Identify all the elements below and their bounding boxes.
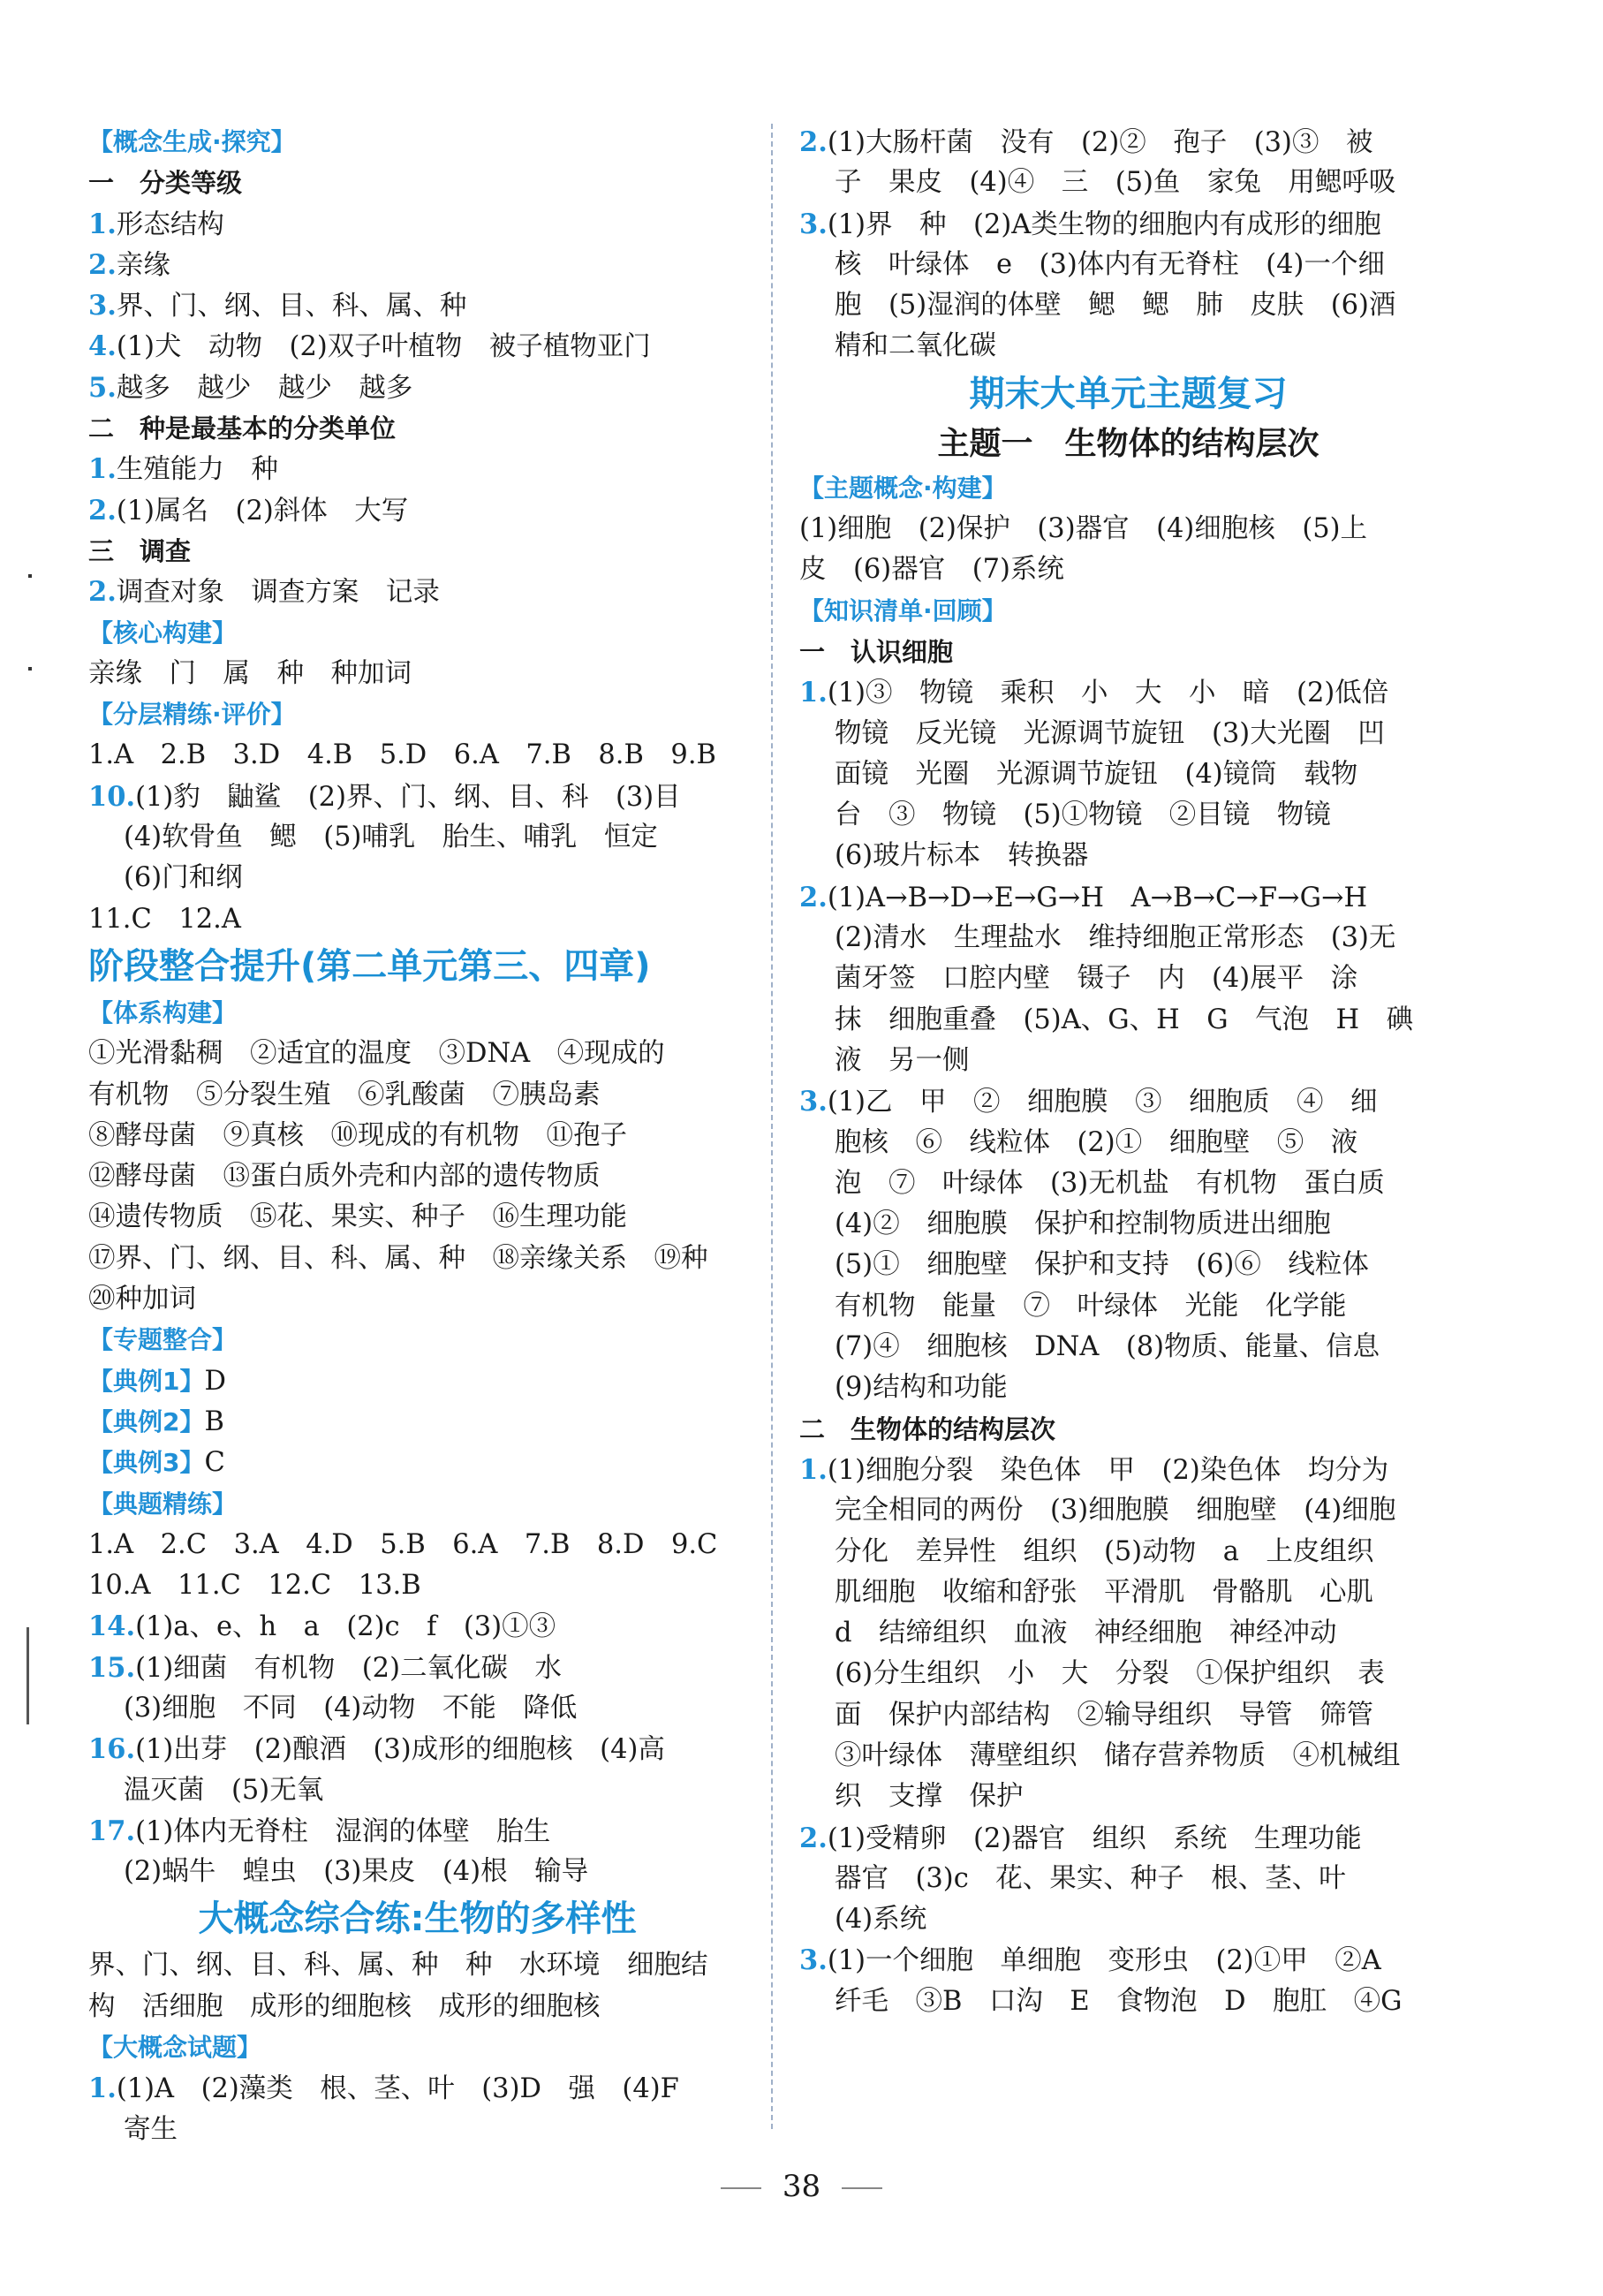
answer-text: 亲缘 xyxy=(116,249,170,281)
answer-text: (7)④ 细胞核 DNA (8)物质、能量、信息 xyxy=(835,1331,1380,1363)
answer-text: (1)体内无脊柱 湿润的体壁 胎生 xyxy=(135,1815,551,1847)
answer-text: B xyxy=(204,1406,224,1437)
answer-text: (1)界 种 (2)A类生物的细胞内有成形的细胞 xyxy=(827,208,1381,240)
question-number: 3. xyxy=(799,208,828,240)
answer-continuation xyxy=(88,858,746,898)
question-number: 2. xyxy=(88,576,117,609)
page-number xyxy=(0,2169,1603,2204)
subsection-title: 二 种是最基本的分类单位 xyxy=(88,413,397,444)
answer-line xyxy=(88,1034,746,1074)
answer-line xyxy=(88,245,746,285)
answer-text: 子 果皮 (4)④ 三 (5)鱼 家兔 用鳃呼吸 xyxy=(835,167,1396,199)
answer-continuation xyxy=(88,1688,746,1729)
answer-text: 形态结构 xyxy=(116,208,224,240)
margin-line xyxy=(26,1627,29,1724)
answer-continuation xyxy=(88,1770,746,1811)
column-divider xyxy=(771,124,773,2129)
answer-text: (9)结构和功能 xyxy=(835,1372,1008,1404)
answer-text: 核 叶绿体 e (3)体内有无脊柱 (4)一个细 xyxy=(835,248,1385,280)
answer-line xyxy=(88,1525,746,1565)
answer-line xyxy=(88,1945,746,1986)
answer-text: (1)细胞 (2)保护 (3)器官 (4)细胞核 (5)上 xyxy=(799,513,1368,545)
answer-text: (2)清水 生理盐水 维持细胞正常形态 (3)无 xyxy=(835,922,1396,954)
section-tag: 【典题精练】 xyxy=(88,1489,238,1519)
answer-line xyxy=(88,572,746,612)
question-number: 4. xyxy=(88,330,117,363)
subsection-title: 三 调查 xyxy=(88,535,192,566)
answer-text: 完全相同的两份 (3)细胞膜 细胞壁 (4)细胞 xyxy=(835,1495,1396,1527)
answer-line xyxy=(799,549,1457,590)
answer-text: 抹 细胞重叠 (5)A、G、H G 气泡 H 碘 xyxy=(835,1004,1414,1035)
answer-line xyxy=(88,1606,746,1647)
answer-continuation xyxy=(799,1736,1457,1777)
answer-line xyxy=(88,1239,746,1279)
answer-text: 精和二氧化碳 xyxy=(835,330,996,362)
answer-line xyxy=(88,204,746,245)
answer-text: ⑧酵母菌 ⑨真核 ⑩现成的有机物 ⑪孢子 xyxy=(88,1119,627,1151)
answer-text: ⑰界、门、纲、目、科、属、种 ⑱亲缘关系 ⑲种 xyxy=(88,1242,708,1274)
answer-continuation xyxy=(88,2110,746,2150)
answer-text: (4)② 细胞膜 保护和控制物质进出细胞 xyxy=(835,1209,1331,1240)
answer-text: (1)一个细胞 单细胞 变形虫 (2)①甲 ②A xyxy=(827,1945,1381,1977)
answer-text: 台 ③ 物镜 (5)①物镜 ②目镜 物镜 xyxy=(835,799,1331,831)
answer-continuation xyxy=(799,714,1457,754)
question-number: 2. xyxy=(799,126,828,158)
answer-text: ⑭遗传物质 ⑮花、果实、种子 ⑯生理功能 xyxy=(88,1201,627,1233)
answer-line xyxy=(88,285,746,326)
answer-line xyxy=(88,1075,746,1116)
answer-text: (1)豹 鼬鲨 (2)界、门、纲、目、科 (3)目 xyxy=(135,781,681,813)
question-number: 10. xyxy=(88,780,136,813)
answer-line xyxy=(88,777,746,817)
answer-line xyxy=(799,204,1457,245)
answer-text: (1)A→B→D→E→G→H A→B→C→F→G→H xyxy=(827,882,1368,913)
subsection-title: 一 分类等级 xyxy=(88,168,243,199)
section-tag: 【分层精练·评价】 xyxy=(88,700,296,730)
answer-continuation xyxy=(799,1123,1457,1163)
answer-continuation xyxy=(799,1572,1457,1613)
answer-text: (1)属名 (2)斜体 大写 xyxy=(116,495,409,527)
answer-continuation xyxy=(799,1327,1457,1368)
answer-text: d 结缔组织 血液 神经细胞 神经冲动 xyxy=(835,1618,1337,1649)
answer-text: 有机物 ⑤分裂生殖 ⑥乳酸菌 ⑦胰岛素 xyxy=(88,1079,601,1110)
answer-line xyxy=(799,877,1457,918)
example-tag: 【典例3】 xyxy=(88,1448,205,1478)
answer-text: 面 保护内部结构 ②输导组织 导管 筛管 xyxy=(835,1699,1373,1731)
answer-text: 寄生 xyxy=(124,2113,178,2145)
section-tag: 【知识清单·回顾】 xyxy=(799,595,1007,625)
section-tag: 【核心构建】 xyxy=(88,618,238,648)
answer-line xyxy=(799,672,1457,713)
question-number: 1. xyxy=(88,208,117,240)
answer-text: 构 活细胞 成形的细胞核 成形的细胞核 xyxy=(88,1990,601,2022)
answer-text: (6)门和纲 xyxy=(124,862,243,894)
answer-text: (1)受精卵 (2)器官 组织 系统 生理功能 xyxy=(827,1822,1362,1854)
answer-text: ③叶绿体 薄壁组织 储存营养物质 ④机械组 xyxy=(835,1739,1401,1771)
answer-continuation xyxy=(799,285,1457,326)
section-heading: 大概念综合练:生物的多样性 xyxy=(198,1898,637,1940)
answer-line xyxy=(88,2068,746,2109)
answer-line xyxy=(88,449,746,489)
example-tag: 【典例1】 xyxy=(88,1366,205,1396)
answer-text: 胞核 ⑥ 线粒体 (2)① 细胞壁 ⑤ 液 xyxy=(835,1126,1358,1158)
answer-text: 温灭菌 (5)无氧 xyxy=(124,1774,324,1806)
answer-continuation xyxy=(799,1245,1457,1285)
answer-text: 织 支撑 保护 xyxy=(835,1781,1024,1813)
answer-text: 10.A 11.C 12.C 13.B xyxy=(88,1570,421,1602)
answer-text: (4)系统 xyxy=(835,1904,927,1936)
answer-text: 器官 (3)c 花、果实、种子 根、茎、叶 xyxy=(835,1862,1346,1894)
answer-line xyxy=(88,1279,746,1320)
answer-text: (1)a、e、h a (2)c f (3)①③ xyxy=(135,1611,556,1643)
question-number: 15. xyxy=(88,1651,136,1684)
answer-text: ⑳种加词 xyxy=(88,1284,196,1315)
answer-text: 面镜 光圈 光源调节旋钮 (4)镜筒 载物 xyxy=(835,758,1358,790)
right-column xyxy=(799,122,1457,2022)
question-number: 3. xyxy=(88,290,117,322)
answer-continuation xyxy=(799,1532,1457,1572)
answer-text: (1)细胞分裂 染色体 甲 (2)染色体 均分为 xyxy=(827,1454,1389,1486)
answer-text: C xyxy=(204,1447,225,1479)
answer-text: (1)犬 动物 (2)双子叶植物 被子植物亚门 xyxy=(116,331,651,363)
answer-text: (4)软骨鱼 鳃 (5)哺乳 胎生、哺乳 恒定 xyxy=(124,822,658,853)
answer-continuation xyxy=(799,326,1457,367)
answer-text: (1)出芽 (2)酿酒 (3)成形的细胞核 (4)高 xyxy=(135,1734,665,1766)
answer-text: (6)分生组织 小 大 分裂 ①保护组织 表 xyxy=(835,1658,1385,1690)
answer-continuation xyxy=(799,1041,1457,1081)
answer-text: 1.A 2.C 3.A 4.D 5.B 6.A 7.B 8.D 9.C xyxy=(88,1528,718,1560)
topic-heading: 主题一 生物体的结构层次 xyxy=(937,425,1319,462)
answer-continuation xyxy=(799,163,1457,203)
answer-text: 11.C 12.A xyxy=(88,903,241,935)
answer-line xyxy=(88,1987,746,2027)
answer-text: 界、门、纲、目、科、属、种 xyxy=(116,291,467,322)
answer-continuation xyxy=(799,245,1457,285)
answer-text: 生殖能力 种 xyxy=(116,454,278,486)
answer-text: 液 另一侧 xyxy=(835,1044,970,1076)
answer-continuation xyxy=(799,918,1457,959)
answer-line xyxy=(799,1818,1457,1859)
question-number: 2. xyxy=(799,881,828,913)
answer-continuation xyxy=(799,1368,1457,1408)
question-number: 14. xyxy=(88,1610,136,1643)
answer-line xyxy=(88,1156,746,1197)
answer-text: 皮 (6)器官 (7)系统 xyxy=(799,554,1064,586)
answer-text: 分化 差异性 组织 (5)动物 a 上皮组织 xyxy=(835,1535,1374,1567)
question-number: 1. xyxy=(799,677,828,709)
answer-text: (1)乙 甲 ② 细胞膜 ③ 细胞质 ④ 细 xyxy=(827,1087,1378,1118)
section-tag: 【概念生成·探究】 xyxy=(88,127,296,156)
section-tag: 【专题整合】 xyxy=(88,1325,238,1355)
section-heading: 期末大单元主题复习 xyxy=(969,373,1288,414)
answer-line xyxy=(88,1565,746,1606)
section-tag: 【大概念试题】 xyxy=(88,2033,262,2063)
answer-text: (1)细菌 有机物 (2)二氧化碳 水 xyxy=(135,1652,562,1684)
section-tag: 【主题概念·构建】 xyxy=(799,473,1007,503)
question-number: 16. xyxy=(88,1733,136,1766)
answer-text: 纤毛 ③B 口沟 E 食物泡 D 胞肛 ④G xyxy=(835,1985,1403,2017)
answer-text: (3)细胞 不同 (4)动物 不能 降低 xyxy=(124,1692,578,1724)
answer-text: 物镜 反光镜 光源调节旋钮 (3)大光圈 凹 xyxy=(835,717,1385,749)
left-column xyxy=(88,122,746,2150)
answer-continuation xyxy=(799,1899,1457,1940)
answer-text: (1)A (2)藻类 根、茎、叶 (3)D 强 (4)F xyxy=(116,2073,679,2105)
answer-line xyxy=(88,326,746,367)
answer-continuation xyxy=(799,1490,1457,1531)
answer-line xyxy=(799,1081,1457,1122)
margin-dot xyxy=(28,574,32,578)
question-number: 1. xyxy=(88,2072,117,2105)
answer-continuation xyxy=(799,959,1457,999)
answer-line xyxy=(799,1940,1457,1981)
answer-line xyxy=(88,654,746,694)
answer-text: (6)玻片标本 转换器 xyxy=(835,840,1089,872)
question-number: 2. xyxy=(88,248,117,281)
answer-text: 肌细胞 收缩和舒张 平滑肌 骨骼肌 心肌 xyxy=(835,1576,1373,1608)
answer-text: ①光滑黏稠 ②适宜的温度 ③DNA ④现成的 xyxy=(88,1038,665,1070)
answer-line xyxy=(88,899,746,940)
answer-text: 菌牙签 口腔内壁 镊子 内 (4)展平 涂 xyxy=(835,963,1358,995)
subsection-title: 一 认识细胞 xyxy=(799,636,954,667)
answer-line xyxy=(88,1648,746,1688)
example-tag: 【典例2】 xyxy=(88,1406,205,1436)
answer-line xyxy=(88,490,746,531)
answer-line xyxy=(799,122,1457,163)
question-number: 1. xyxy=(799,1453,828,1486)
answer-continuation xyxy=(799,836,1457,876)
answer-continuation xyxy=(799,1163,1457,1204)
answer-text: (1)大肠杆菌 没有 (2)② 孢子 (3)③ 被 xyxy=(827,127,1373,158)
answer-continuation xyxy=(799,795,1457,836)
question-number: 5. xyxy=(88,371,117,404)
answer-continuation xyxy=(88,817,746,858)
answer-text: (5)① 细胞壁 保护和支持 (6)⑥ 线粒体 xyxy=(835,1249,1369,1281)
example-answer xyxy=(88,1443,746,1483)
page-number-dash xyxy=(842,2187,882,2189)
example-answer xyxy=(88,1402,746,1443)
answer-line xyxy=(88,1116,746,1156)
section-tag: 【体系构建】 xyxy=(88,997,238,1027)
answer-line xyxy=(88,1729,746,1769)
answer-continuation xyxy=(799,1695,1457,1736)
subsection-title: 二 生物体的结构层次 xyxy=(799,1413,1056,1444)
answer-text: ⑫酵母菌 ⑬蛋白质外壳和内部的遗传物质 xyxy=(88,1161,601,1193)
answer-line xyxy=(88,368,746,408)
example-answer xyxy=(88,1361,746,1402)
answer-text: (1)③ 物镜 乘积 小 大 小 暗 (2)低倍 xyxy=(827,678,1389,709)
answer-text: (2)蜗牛 蝗虫 (3)果皮 (4)根 输导 xyxy=(124,1856,589,1888)
answer-continuation xyxy=(799,1613,1457,1654)
answer-text: 越多 越少 越少 越多 xyxy=(116,372,413,404)
page-number-text: 38 xyxy=(782,2169,821,2204)
question-number: 3. xyxy=(799,1944,828,1977)
answer-line xyxy=(88,735,746,776)
answer-text: 泡 ⑦ 叶绿体 (3)无机盐 有机物 蛋白质 xyxy=(835,1167,1385,1199)
question-number: 2. xyxy=(799,1822,828,1854)
answer-continuation xyxy=(799,1204,1457,1245)
section-heading: 阶段整合提升(第二单元第三、四章) xyxy=(88,945,651,987)
answer-text: 亲缘 门 属 种 种加词 xyxy=(88,657,412,689)
answer-text: 调查对象 调查方案 记录 xyxy=(116,577,440,609)
answer-continuation xyxy=(799,1982,1457,2022)
answer-continuation xyxy=(799,1000,1457,1041)
question-number: 17. xyxy=(88,1815,136,1847)
answer-text: D xyxy=(204,1365,226,1397)
answer-continuation xyxy=(799,1859,1457,1899)
answer-text: 界、门、纲、目、科、属、种 种 水环境 细胞结 xyxy=(88,1950,708,1982)
answer-continuation xyxy=(799,754,1457,795)
page-number-dash xyxy=(721,2187,761,2189)
answer-text: 有机物 能量 ⑦ 叶绿体 光能 化学能 xyxy=(835,1290,1347,1322)
answer-line xyxy=(88,1197,746,1238)
answer-continuation xyxy=(799,1286,1457,1327)
margin-dot xyxy=(28,667,32,671)
answer-text: 胞 (5)湿润的体壁 鳃 鳃 肺 皮肤 (6)酒 xyxy=(835,290,1396,322)
answer-continuation xyxy=(799,1777,1457,1817)
answer-line xyxy=(799,509,1457,549)
answer-continuation xyxy=(88,1852,746,1892)
answer-text: 1.A 2.B 3.D 4.B 5.D 6.A 7.B 8.B 9.B xyxy=(88,739,716,771)
answer-continuation xyxy=(799,1654,1457,1694)
question-number: 2. xyxy=(88,494,117,527)
answer-line xyxy=(88,1811,746,1852)
answer-line xyxy=(799,1450,1457,1490)
question-number: 1. xyxy=(88,453,117,486)
question-number: 3. xyxy=(799,1086,828,1118)
